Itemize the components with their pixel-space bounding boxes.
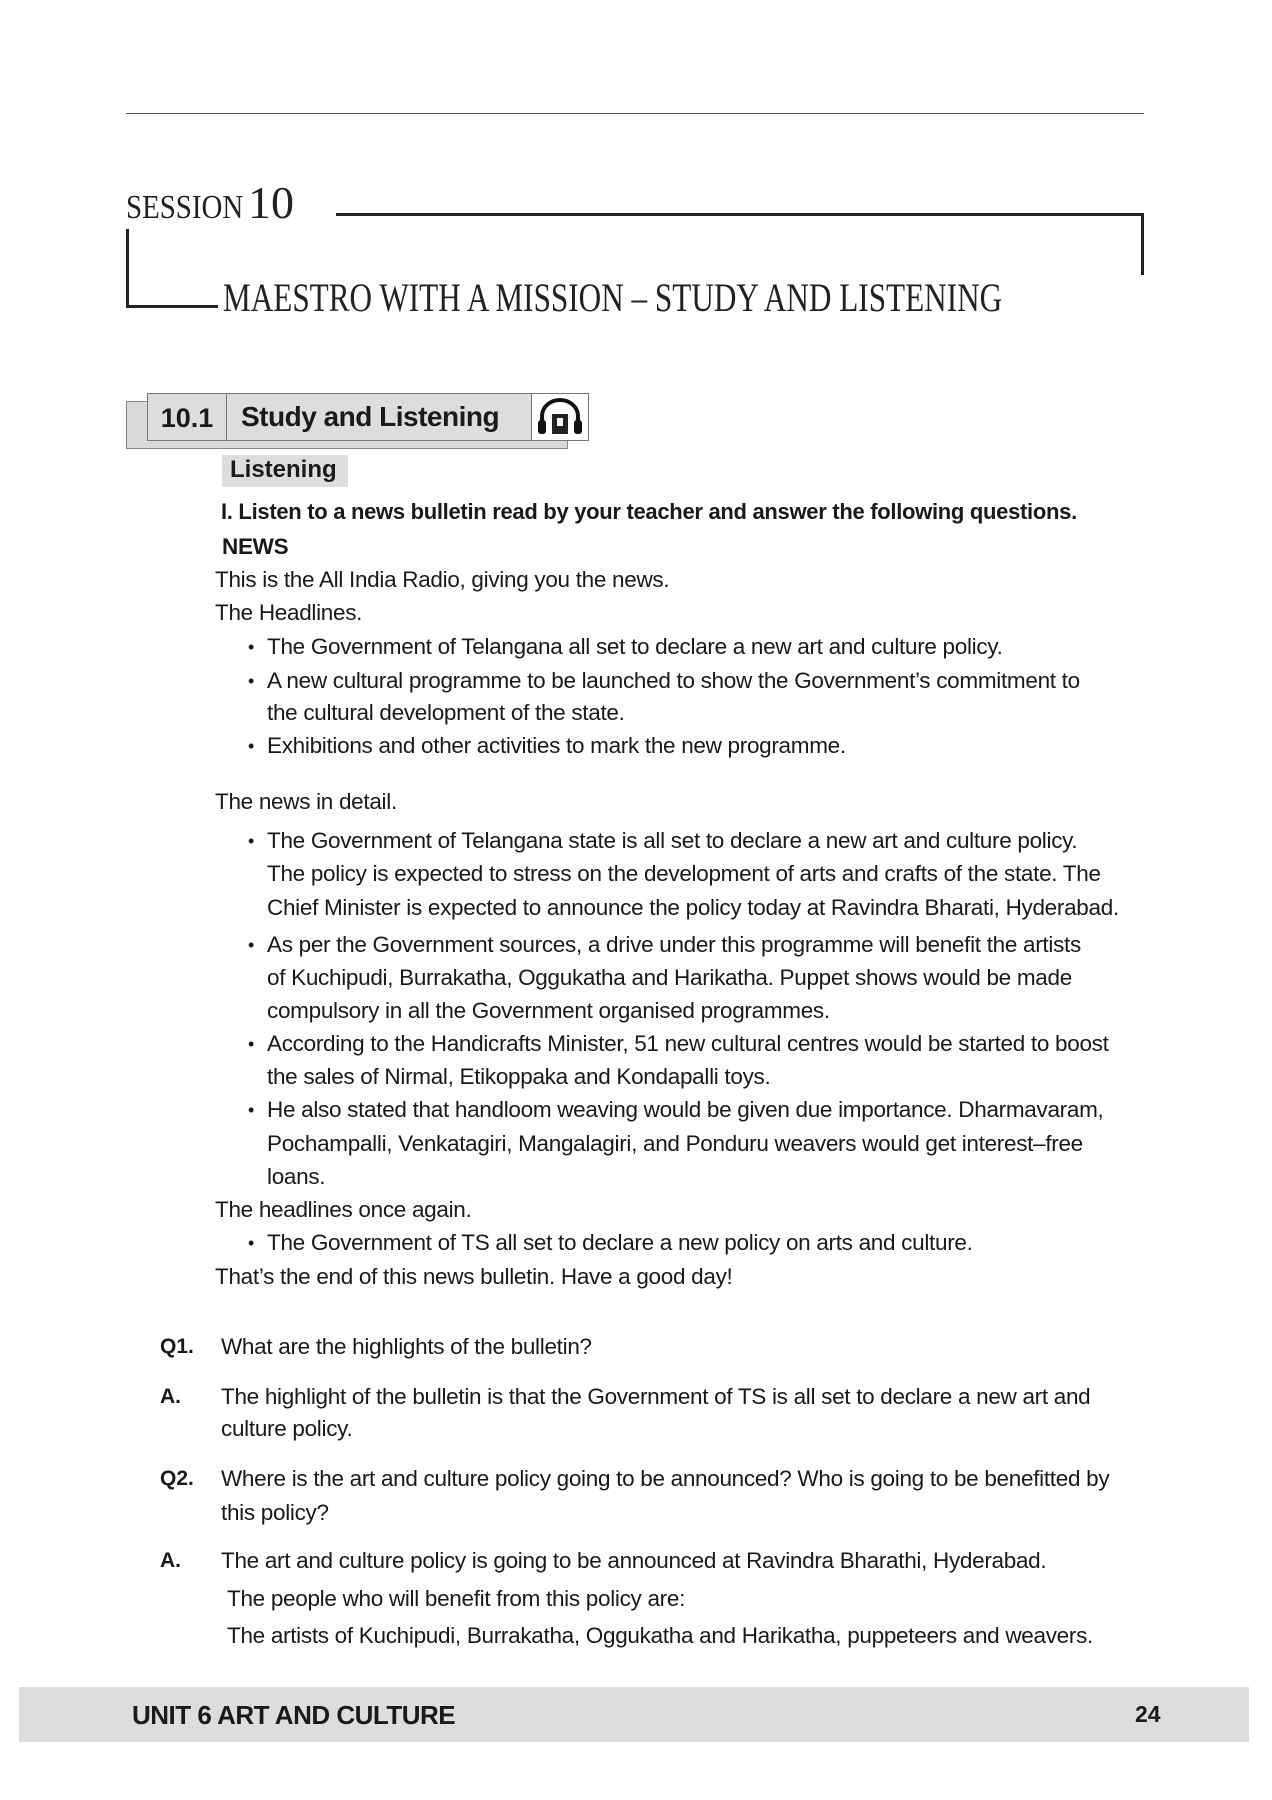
session-rule-right [1141, 213, 1144, 275]
page-number: 24 [1135, 1701, 1161, 1727]
headline-item: Exhibitions and other activities to mark the new programme. [267, 733, 846, 758]
bullet-icon: • [248, 1100, 255, 1120]
news-label: NEWS [222, 534, 289, 559]
detail-item: The Government of Telangana state is all set to declare a new art and culture policy. [267, 828, 1078, 853]
bullet-icon: • [248, 736, 255, 756]
session-rule [336, 213, 1144, 216]
top-rule [126, 113, 1144, 114]
bullet-icon: • [248, 671, 255, 691]
session-heading [126, 176, 294, 229]
title-bracket-bottom [126, 305, 218, 308]
instruction: I. Listen to a news bulletin read by your teacher and answer the following questions. [221, 499, 1077, 524]
subheading-listening: Listening [222, 455, 348, 487]
bullet-icon: • [248, 935, 255, 955]
again-label: The headlines once again. [215, 1197, 472, 1222]
bullet-icon: • [248, 637, 255, 657]
headline-item: The Government of Telangana all set to declare a new art and culture policy. [267, 634, 1003, 659]
detail-item: According to the Handicrafts Minister, 51 new cultural centres would be started to boost [267, 1031, 1109, 1056]
intro-line: This is the All India Radio, giving you the news. [215, 567, 670, 592]
detail-item-cont: The policy is expected to stress on the development of arts and crafts of the state. The [267, 861, 1101, 886]
footer-band [19, 1687, 1249, 1742]
detail-item-cont: compulsory in all the Government organised programmes. [267, 998, 830, 1023]
a2-text-cont: The artists of Kuchipudi, Burrakatha, Oggukatha and Harikatha, puppeteers and weavers. [227, 1623, 1093, 1648]
a1-label: A. [160, 1385, 181, 1408]
headlines-label: The Headlines. [215, 600, 363, 625]
session-label: SESSION [126, 189, 244, 226]
bullet-icon: • [248, 831, 255, 851]
bullet-icon: • [248, 1034, 255, 1054]
a1-text-cont: culture policy. [221, 1416, 353, 1441]
detail-item-cont: Pochampalli, Venkatagiri, Mangalagiri, and Ponduru weavers would get interest–free [267, 1131, 1083, 1156]
detail-item: As per the Government sources, a drive under this programme will benefit the artists [267, 932, 1081, 957]
detail-item-cont: Chief Minister is expected to announce the policy today at Ravindra Bharati, Hyderabad. [267, 895, 1119, 920]
title-bracket-left [126, 229, 129, 308]
q1-text: What are the highlights of the bulletin? [221, 1334, 592, 1359]
a2-text-cont: The people who will benefit from this policy are: [227, 1586, 686, 1611]
detail-label: The news in detail. [215, 789, 397, 814]
session-title: MAESTRO WITH A MISSION – STUDY AND LISTENING [223, 275, 1003, 320]
section-title: Study and Listening [241, 401, 500, 432]
q2-text: Where is the art and culture policy going to be announced? Who is going to be benefitted by [221, 1466, 1110, 1491]
again-item: The Government of TS all set to declare a new policy on arts and culture. [267, 1230, 973, 1255]
a2-label: A. [160, 1549, 181, 1572]
bullet-icon: • [248, 1233, 255, 1253]
a2-text: The art and culture policy is going to be announced at Ravindra Bharathi, Hyderabad. [221, 1548, 1047, 1573]
q2-text-cont: this policy? [221, 1500, 329, 1525]
section-header [147, 393, 533, 441]
detail-item-cont: the sales of Nirmal, Etikoppaka and Kondapalli toys. [267, 1064, 771, 1089]
headline-item-cont: the cultural development of the state. [267, 700, 625, 725]
detail-item: He also stated that handloom weaving would be given due importance. Dharmavaram, [267, 1097, 1104, 1122]
q1-label: Q1. [160, 1335, 194, 1358]
section-number: 10.1 [148, 394, 227, 440]
a1-text: The highlight of the bulletin is that the Government of TS is all set to declare a new art and [221, 1384, 1091, 1409]
footer-unit: UNIT 6 ART AND CULTURE [132, 1700, 456, 1730]
q2-label: Q2. [160, 1467, 194, 1490]
detail-item-cont: loans. [267, 1164, 326, 1189]
closing-line: That’s the end of this news bulletin. Have a good day! [215, 1264, 733, 1289]
headphones-icon [531, 393, 589, 441]
headline-item: A new cultural programme to be launched to show the Government’s commitment to [267, 668, 1080, 693]
detail-item-cont: of Kuchipudi, Burrakatha, Oggukatha and Harikatha. Puppet shows would be made [267, 965, 1072, 990]
session-number: 10 [247, 177, 294, 228]
